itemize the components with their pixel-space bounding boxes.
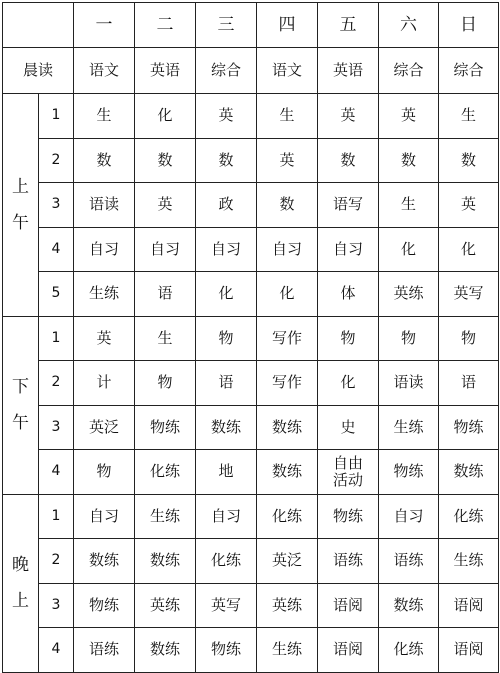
subject-text: 自习 bbox=[149, 239, 180, 258]
subject-text: 语 bbox=[218, 373, 234, 392]
subject-text: 数练 bbox=[149, 551, 180, 570]
subject-cell bbox=[135, 583, 196, 628]
subject-cell bbox=[439, 227, 499, 272]
subject-text: 语阅 bbox=[332, 640, 363, 659]
subject-text: 化 bbox=[157, 106, 173, 125]
lesson-number: 1 bbox=[39, 494, 74, 539]
lesson-number: 3 bbox=[39, 405, 74, 450]
schedule-row-evening bbox=[3, 628, 499, 673]
subject-text: 英 bbox=[279, 150, 295, 169]
subject-cell bbox=[135, 539, 196, 584]
subject-cell bbox=[439, 94, 499, 139]
subject-text: 物练 bbox=[149, 417, 180, 436]
subject-text: 写作 bbox=[271, 373, 302, 392]
subject-cell bbox=[74, 539, 135, 584]
subject-text: 自习 bbox=[210, 506, 241, 525]
subject-cell bbox=[257, 316, 318, 361]
subject-cell bbox=[257, 450, 318, 495]
lesson-number: 4 bbox=[39, 628, 74, 673]
subject-text: 物练 bbox=[210, 640, 241, 659]
subject-cell bbox=[74, 227, 135, 272]
subject-text: 自由 活动 bbox=[332, 453, 363, 489]
subject-cell bbox=[135, 628, 196, 673]
schedule-row-morning bbox=[3, 138, 499, 183]
subject-text: 语阅 bbox=[453, 595, 484, 614]
class-schedule-table bbox=[2, 2, 499, 673]
subject-cell bbox=[318, 583, 379, 628]
subject-text: 英 bbox=[460, 195, 476, 214]
subject-text: 英 bbox=[400, 106, 416, 125]
schedule-body bbox=[3, 3, 499, 673]
subject-cell bbox=[257, 272, 318, 317]
subject-text: 自习 bbox=[271, 239, 302, 258]
subject-cell bbox=[318, 316, 379, 361]
subject-cell bbox=[135, 138, 196, 183]
subject-cell bbox=[318, 450, 379, 495]
subject-cell bbox=[135, 183, 196, 228]
subject-cell bbox=[196, 316, 257, 361]
subject-text: 化 bbox=[218, 284, 234, 303]
subject-text: 生 bbox=[279, 106, 295, 125]
subject-cell bbox=[379, 316, 439, 361]
morning-reading-cell: 综合 bbox=[196, 48, 257, 94]
subject-cell bbox=[196, 183, 257, 228]
subject-text: 数练 bbox=[149, 640, 180, 659]
subject-cell bbox=[74, 450, 135, 495]
subject-cell bbox=[318, 494, 379, 539]
subject-text: 自习 bbox=[393, 506, 424, 525]
subject-cell bbox=[439, 494, 499, 539]
subject-cell bbox=[439, 361, 499, 406]
subject-text: 语阅 bbox=[332, 595, 363, 614]
day-header-thu: 四 bbox=[257, 3, 318, 48]
subject-text: 自习 bbox=[210, 239, 241, 258]
subject-text: 数练 bbox=[271, 417, 302, 436]
subject-text: 物练 bbox=[332, 506, 363, 525]
subject-cell bbox=[439, 450, 499, 495]
subject-text: 物 bbox=[157, 373, 173, 392]
subject-text: 数练 bbox=[210, 417, 241, 436]
subject-cell bbox=[318, 227, 379, 272]
subject-text: 物 bbox=[460, 328, 476, 347]
subject-text: 生练 bbox=[149, 506, 180, 525]
subject-text: 生练 bbox=[453, 551, 484, 570]
subject-cell bbox=[196, 138, 257, 183]
subject-cell bbox=[379, 405, 439, 450]
subject-cell bbox=[74, 316, 135, 361]
period-label-evening bbox=[3, 494, 39, 672]
schedule-row-morning bbox=[3, 183, 499, 228]
subject-cell bbox=[318, 94, 379, 139]
subject-cell bbox=[318, 272, 379, 317]
subject-text: 语阅 bbox=[453, 640, 484, 659]
subject-cell bbox=[74, 628, 135, 673]
morning-reading-cell: 综合 bbox=[439, 48, 499, 94]
subject-text: 数 bbox=[96, 150, 112, 169]
subject-text: 化练 bbox=[453, 506, 484, 525]
schedule-row-afternoon bbox=[3, 361, 499, 406]
morning-reading-label: 晨读 bbox=[3, 48, 74, 94]
lesson-number: 3 bbox=[39, 183, 74, 228]
subject-text: 写作 bbox=[271, 328, 302, 347]
lesson-number: 2 bbox=[39, 361, 74, 406]
subject-cell bbox=[439, 272, 499, 317]
schedule-row-afternoon bbox=[3, 316, 499, 361]
morning-reading-cell: 英语 bbox=[318, 48, 379, 94]
subject-text: 英练 bbox=[149, 595, 180, 614]
subject-text: 数 bbox=[460, 150, 476, 169]
subject-cell bbox=[439, 405, 499, 450]
subject-text: 史 bbox=[340, 417, 356, 436]
subject-cell bbox=[439, 138, 499, 183]
subject-cell bbox=[74, 183, 135, 228]
subject-text: 物 bbox=[400, 328, 416, 347]
subject-cell bbox=[439, 539, 499, 584]
subject-text: 物练 bbox=[453, 417, 484, 436]
period-label-char: 上 bbox=[12, 176, 29, 197]
subject-text: 数 bbox=[340, 150, 356, 169]
subject-text: 生 bbox=[460, 106, 476, 125]
subject-text: 体 bbox=[340, 284, 356, 303]
subject-cell bbox=[439, 583, 499, 628]
subject-text: 数练 bbox=[271, 462, 302, 481]
lesson-number: 2 bbox=[39, 138, 74, 183]
subject-text: 物 bbox=[340, 328, 356, 347]
day-header-wed: 三 bbox=[196, 3, 257, 48]
morning-reading-cell: 语文 bbox=[257, 48, 318, 94]
subject-text: 语 bbox=[460, 373, 476, 392]
subject-text: 数 bbox=[400, 150, 416, 169]
morning-reading-cell: 综合 bbox=[379, 48, 439, 94]
subject-cell bbox=[257, 405, 318, 450]
subject-text: 物练 bbox=[393, 462, 424, 481]
subject-text: 语练 bbox=[393, 551, 424, 570]
subject-cell bbox=[318, 183, 379, 228]
subject-cell bbox=[257, 628, 318, 673]
subject-cell bbox=[257, 494, 318, 539]
subject-cell bbox=[318, 405, 379, 450]
subject-cell bbox=[379, 494, 439, 539]
subject-text: 化练 bbox=[271, 506, 302, 525]
day-header-mon: 一 bbox=[74, 3, 135, 48]
subject-text: 语写 bbox=[332, 195, 363, 214]
subject-cell bbox=[135, 316, 196, 361]
period-label-char: 午 bbox=[12, 413, 29, 433]
subject-text: 化练 bbox=[210, 551, 241, 570]
subject-text: 数 bbox=[279, 195, 295, 214]
header-row bbox=[3, 3, 499, 48]
period-label-char: 晚 bbox=[12, 555, 29, 575]
schedule-row-evening bbox=[3, 494, 499, 539]
subject-cell bbox=[318, 539, 379, 584]
subject-text: 英 bbox=[96, 328, 112, 347]
subject-cell bbox=[135, 450, 196, 495]
subject-text: 数 bbox=[218, 150, 234, 169]
subject-text: 生 bbox=[400, 195, 416, 214]
subject-cell bbox=[135, 494, 196, 539]
subject-text: 计 bbox=[96, 373, 112, 392]
subject-cell bbox=[379, 583, 439, 628]
subject-text: 英泛 bbox=[271, 551, 302, 570]
subject-cell bbox=[196, 628, 257, 673]
subject-cell bbox=[379, 183, 439, 228]
subject-text: 语读 bbox=[88, 195, 119, 214]
subject-text: 化 bbox=[340, 373, 356, 392]
corner-cell bbox=[3, 3, 74, 48]
subject-text: 英 bbox=[157, 195, 173, 214]
subject-text: 生练 bbox=[88, 284, 119, 303]
subject-text: 英练 bbox=[271, 595, 302, 614]
subject-text: 数练 bbox=[393, 595, 424, 614]
subject-cell bbox=[74, 494, 135, 539]
schedule-row-evening bbox=[3, 583, 499, 628]
subject-cell bbox=[135, 94, 196, 139]
subject-cell bbox=[439, 628, 499, 673]
subject-cell bbox=[257, 361, 318, 406]
subject-text: 数练 bbox=[453, 462, 484, 481]
subject-text: 英写 bbox=[210, 595, 241, 614]
subject-cell bbox=[196, 272, 257, 317]
subject-cell bbox=[379, 272, 439, 317]
subject-cell bbox=[196, 450, 257, 495]
period-label-char: 上 bbox=[12, 591, 29, 611]
subject-cell bbox=[135, 272, 196, 317]
subject-cell bbox=[74, 138, 135, 183]
day-header-tue: 二 bbox=[135, 3, 196, 48]
lesson-number: 3 bbox=[39, 583, 74, 628]
subject-cell bbox=[257, 183, 318, 228]
subject-cell bbox=[135, 361, 196, 406]
subject-text: 地 bbox=[218, 462, 234, 481]
period-label-char: 下 bbox=[12, 377, 29, 397]
subject-cell bbox=[196, 583, 257, 628]
period-label-afternoon bbox=[3, 316, 39, 494]
lesson-number: 1 bbox=[39, 94, 74, 139]
subject-cell bbox=[379, 628, 439, 673]
subject-cell bbox=[318, 361, 379, 406]
subject-text: 自习 bbox=[88, 239, 119, 258]
subject-cell bbox=[318, 628, 379, 673]
subject-text: 英 bbox=[218, 106, 234, 125]
subject-text: 英泛 bbox=[88, 417, 119, 436]
subject-cell bbox=[74, 405, 135, 450]
subject-cell bbox=[257, 138, 318, 183]
subject-cell bbox=[74, 94, 135, 139]
subject-text: 英写 bbox=[453, 284, 484, 303]
subject-cell bbox=[196, 539, 257, 584]
schedule-row-morning bbox=[3, 227, 499, 272]
subject-text: 数练 bbox=[88, 551, 119, 570]
lesson-number: 2 bbox=[39, 539, 74, 584]
subject-text: 化 bbox=[460, 239, 476, 258]
subject-cell bbox=[196, 405, 257, 450]
subject-cell bbox=[135, 227, 196, 272]
day-header-sun: 日 bbox=[439, 3, 499, 48]
subject-cell bbox=[257, 227, 318, 272]
subject-cell bbox=[196, 227, 257, 272]
subject-cell bbox=[74, 583, 135, 628]
subject-cell bbox=[196, 494, 257, 539]
subject-cell bbox=[379, 94, 439, 139]
subject-text: 生 bbox=[96, 106, 112, 125]
subject-text: 物练 bbox=[88, 595, 119, 614]
morning-reading-cell: 英语 bbox=[135, 48, 196, 94]
schedule-row-morning bbox=[3, 272, 499, 317]
subject-cell bbox=[379, 361, 439, 406]
subject-cell bbox=[257, 583, 318, 628]
subject-text: 化 bbox=[279, 284, 295, 303]
subject-text: 自习 bbox=[88, 506, 119, 525]
period-label-morning bbox=[3, 94, 39, 317]
morning-reading-cell: 语文 bbox=[74, 48, 135, 94]
subject-cell bbox=[318, 138, 379, 183]
period-label-char: 午 bbox=[12, 212, 29, 233]
subject-text: 语练 bbox=[88, 640, 119, 659]
subject-text: 物 bbox=[96, 462, 112, 481]
subject-cell bbox=[439, 316, 499, 361]
schedule-row-morning bbox=[3, 94, 499, 139]
subject-cell bbox=[135, 405, 196, 450]
subject-text: 生 bbox=[157, 328, 173, 347]
schedule-row-evening bbox=[3, 539, 499, 584]
schedule-row-afternoon bbox=[3, 450, 499, 495]
subject-text: 语读 bbox=[393, 373, 424, 392]
subject-text: 生练 bbox=[393, 417, 424, 436]
lesson-number: 4 bbox=[39, 450, 74, 495]
subject-cell bbox=[196, 94, 257, 139]
morning-reading-row bbox=[3, 48, 499, 94]
subject-cell bbox=[379, 450, 439, 495]
subject-text: 自习 bbox=[332, 239, 363, 258]
lesson-number: 4 bbox=[39, 227, 74, 272]
subject-cell bbox=[439, 183, 499, 228]
schedule-row-afternoon bbox=[3, 405, 499, 450]
subject-cell bbox=[196, 361, 257, 406]
subject-cell bbox=[74, 272, 135, 317]
subject-cell bbox=[74, 361, 135, 406]
subject-text: 语 bbox=[157, 284, 173, 303]
subject-text: 英 bbox=[340, 106, 356, 125]
subject-text: 英练 bbox=[393, 284, 424, 303]
subject-text: 语练 bbox=[332, 551, 363, 570]
lesson-number: 5 bbox=[39, 272, 74, 317]
subject-cell bbox=[257, 94, 318, 139]
subject-cell bbox=[379, 227, 439, 272]
day-header-sat: 六 bbox=[379, 3, 439, 48]
lesson-number: 1 bbox=[39, 316, 74, 361]
subject-text: 化练 bbox=[393, 640, 424, 659]
subject-text: 化 bbox=[400, 239, 416, 258]
subject-text: 物 bbox=[218, 328, 234, 347]
subject-text: 生练 bbox=[271, 640, 302, 659]
subject-cell bbox=[379, 138, 439, 183]
subject-text: 化练 bbox=[149, 462, 180, 481]
subject-cell bbox=[257, 539, 318, 584]
day-header-fri: 五 bbox=[318, 3, 379, 48]
subject-text: 政 bbox=[218, 195, 234, 214]
subject-text: 数 bbox=[157, 150, 173, 169]
subject-cell bbox=[379, 539, 439, 584]
